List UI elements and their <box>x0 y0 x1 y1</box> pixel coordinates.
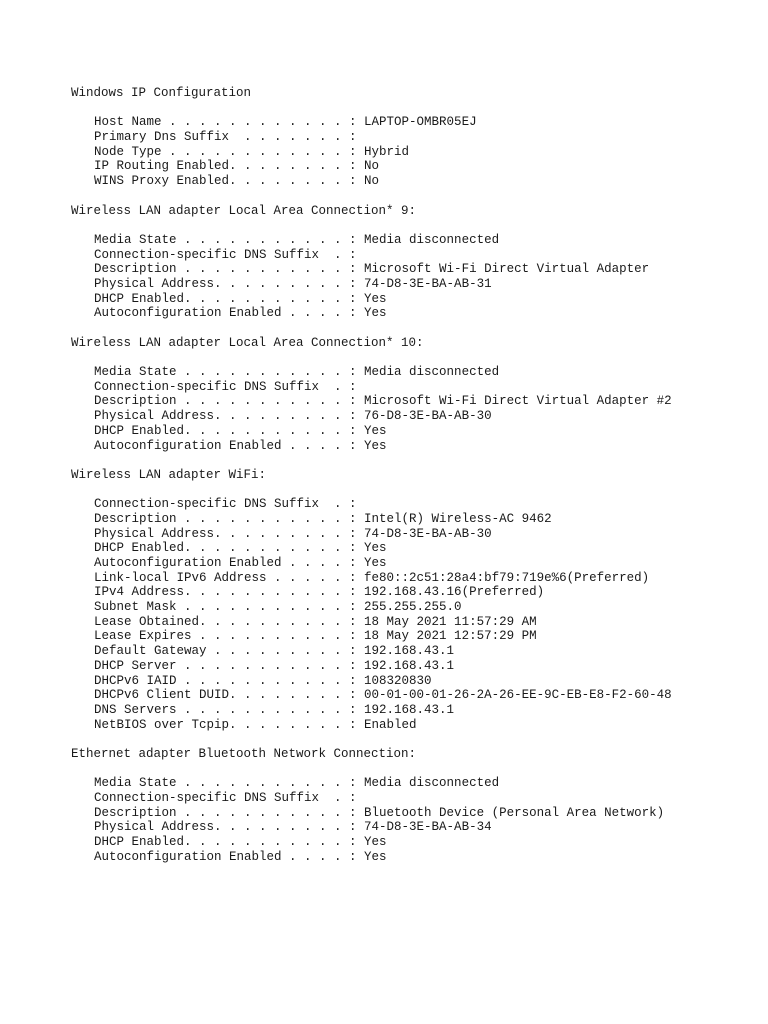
entry-value: No <box>364 159 380 174</box>
blank-line <box>71 483 751 498</box>
entry-label: Subnet Mask . . . . . . . . . . . : <box>94 600 365 615</box>
config-entry <box>94 115 751 130</box>
config-entry <box>94 791 751 806</box>
entry-label: DHCP Enabled. . . . . . . . . . . : <box>94 423 365 438</box>
entry-label: IP Routing Enabled. . . . . . . . : <box>94 159 365 174</box>
config-entry <box>94 174 751 189</box>
entry-value: 192.168.43.1 <box>364 702 455 717</box>
entry-value: Microsoft Wi-Fi Direct Virtual Adapter #2 <box>364 394 672 409</box>
entry-value: 74-D8-3E-BA-AB-30 <box>364 526 492 541</box>
entry-label: Node Type . . . . . . . . . . . . : <box>94 144 365 159</box>
blank-line <box>71 350 751 365</box>
adapter-title: Wireless LAN adapter Local Area Connection* 9: <box>71 203 417 218</box>
config-entry <box>94 644 751 659</box>
adapter-list <box>71 189 751 865</box>
blank-line <box>71 732 751 747</box>
entry-label: WINS Proxy Enabled. . . . . . . . : <box>94 174 365 189</box>
entry-label: IPv4 Address. . . . . . . . . . . : <box>94 585 365 600</box>
entry-label: Host Name . . . . . . . . . . . . : <box>94 115 365 130</box>
config-entry <box>94 512 751 527</box>
entry-value: Media disconnected <box>364 365 500 380</box>
entry-value: No <box>364 174 380 189</box>
config-entry <box>94 233 751 248</box>
entry-label: Autoconfiguration Enabled . . . . : <box>94 849 365 864</box>
entry-label: Description . . . . . . . . . . . : <box>94 394 365 409</box>
entry-label: Media State . . . . . . . . . . . : <box>94 232 365 247</box>
config-entry <box>94 159 751 174</box>
entry-value: Yes <box>364 849 387 864</box>
config-entry <box>94 365 751 380</box>
ipconfig-output <box>71 86 751 864</box>
config-entry <box>94 497 751 512</box>
entry-label: Physical Address. . . . . . . . . : <box>94 820 365 835</box>
entry-value: Yes <box>364 835 387 850</box>
global-entries <box>71 115 751 188</box>
entry-value: Yes <box>364 541 387 556</box>
entry-label: Autoconfiguration Enabled . . . . : <box>94 306 365 321</box>
entry-value: Yes <box>364 306 387 321</box>
blank-line <box>71 101 751 116</box>
entry-label: Media State . . . . . . . . . . . : <box>94 776 365 791</box>
entry-label: Link-local IPv6 Address . . . . . : <box>94 570 365 585</box>
config-entry <box>94 585 751 600</box>
config-entry <box>94 248 751 263</box>
blank-line <box>71 321 751 336</box>
entry-label: Connection-specific DNS Suffix . : <box>94 497 365 512</box>
adapter-title: Wireless LAN adapter WiFi: <box>71 467 267 482</box>
config-entry <box>94 600 751 615</box>
entry-value: Media disconnected <box>364 776 500 791</box>
config-entry <box>94 439 751 454</box>
config-entry <box>94 806 751 821</box>
entry-value: Bluetooth Device (Personal Area Network) <box>364 805 665 820</box>
blank-line <box>71 218 751 233</box>
entry-value: 74-D8-3E-BA-AB-34 <box>364 820 492 835</box>
config-entry <box>94 820 751 835</box>
entry-value: Intel(R) Wireless-AC 9462 <box>364 511 552 526</box>
entry-value: Microsoft Wi-Fi Direct Virtual Adapter <box>364 262 650 277</box>
adapter-section <box>71 732 751 864</box>
entry-value: 00-01-00-01-26-2A-26-EE-9C-EB-E8-F2-60-48 <box>364 688 672 703</box>
adapter-entries <box>71 497 751 732</box>
entry-label: Description . . . . . . . . . . . : <box>94 511 365 526</box>
config-entry <box>94 571 751 586</box>
adapter-entries <box>71 233 751 321</box>
entry-label: Autoconfiguration Enabled . . . . : <box>94 556 365 570</box>
config-entry <box>94 424 751 439</box>
config-entry <box>94 262 751 277</box>
config-entry <box>94 380 751 395</box>
config-entry <box>94 718 751 733</box>
config-entry <box>94 629 751 644</box>
entry-label: Connection-specific DNS Suffix . : <box>94 247 365 262</box>
entry-value: Media disconnected <box>364 232 500 247</box>
config-entry <box>94 850 751 865</box>
entry-label: Media State . . . . . . . . . . . : <box>94 365 365 380</box>
adapter-section <box>71 453 751 732</box>
entry-label: Default Gateway . . . . . . . . . : <box>94 644 365 659</box>
entry-value: 255.255.255.0 <box>364 600 462 615</box>
blank-line <box>71 762 751 777</box>
adapter-section <box>71 321 751 453</box>
config-entry <box>94 130 751 145</box>
config-entry <box>94 541 751 556</box>
entry-label: NetBIOS over Tcpip. . . . . . . . : <box>94 717 365 732</box>
entry-value: 18 May 2021 12:57:29 PM <box>364 629 537 644</box>
config-entry <box>94 527 751 542</box>
entry-label: DNS Servers . . . . . . . . . . . : <box>94 702 365 717</box>
entry-value: Hybrid <box>364 144 410 159</box>
entry-value: 108320830 <box>364 673 432 688</box>
entry-value: LAPTOP-OMBR05EJ <box>364 115 477 130</box>
entry-label: DHCP Enabled. . . . . . . . . . . : <box>94 541 365 556</box>
adapter-section <box>71 189 751 321</box>
config-entry <box>94 292 751 307</box>
config-entry <box>94 145 751 160</box>
entry-label: DHCP Enabled. . . . . . . . . . . : <box>94 835 365 850</box>
adapter-title: Wireless LAN adapter Local Area Connection* 10: <box>71 335 424 350</box>
entry-label: Lease Expires . . . . . . . . . . : <box>94 629 365 644</box>
entry-label: DHCPv6 Client DUID. . . . . . . . : <box>94 688 365 703</box>
entry-label: Primary Dns Suffix . . . . . . . : <box>94 130 365 145</box>
entry-value: Yes <box>364 291 387 306</box>
config-entry <box>94 615 751 630</box>
entry-value: Yes <box>364 423 387 438</box>
config-entry <box>94 394 751 409</box>
entry-label: DHCP Server . . . . . . . . . . . : <box>94 658 365 673</box>
entry-label: Connection-specific DNS Suffix . : <box>94 379 365 394</box>
config-entry <box>94 674 751 689</box>
config-entry <box>94 835 751 850</box>
config-entry <box>94 776 751 791</box>
config-entry <box>94 688 751 703</box>
config-entry <box>94 703 751 718</box>
config-entry <box>94 409 751 424</box>
adapter-entries <box>71 776 751 864</box>
entry-label: Description . . . . . . . . . . . : <box>94 805 365 820</box>
entry-value: Enabled <box>364 717 417 732</box>
entry-label: DHCP Enabled. . . . . . . . . . . : <box>94 291 365 306</box>
config-entry <box>94 306 751 321</box>
entry-label: Physical Address. . . . . . . . . : <box>94 276 365 291</box>
config-entry <box>94 659 751 674</box>
adapter-entries <box>71 365 751 453</box>
entry-label: DHCPv6 IAID . . . . . . . . . . . : <box>94 673 365 688</box>
entry-value: 18 May 2021 11:57:29 AM <box>364 614 537 629</box>
entry-value: 192.168.43.1 <box>364 644 455 659</box>
entry-value: 76-D8-3E-BA-AB-30 <box>364 409 492 424</box>
blank-line <box>71 453 751 468</box>
blank-line <box>71 189 751 204</box>
adapter-title: Ethernet adapter Bluetooth Network Connection: <box>71 746 417 761</box>
entry-value: fe80::2c51:28a4:bf79:719e%6(Preferred) <box>364 570 650 585</box>
entry-value: 74-D8-3E-BA-AB-31 <box>364 276 492 291</box>
config-entry <box>94 556 751 571</box>
entry-value: 192.168.43.16(Preferred) <box>364 585 545 600</box>
entry-label: Autoconfiguration Enabled . . . . : <box>94 438 365 453</box>
entry-value: Yes <box>364 556 387 570</box>
entry-label: Lease Obtained. . . . . . . . . . : <box>94 614 365 629</box>
entry-value: Yes <box>364 438 387 453</box>
entry-label: Description . . . . . . . . . . . : <box>94 262 365 277</box>
entry-label: Physical Address. . . . . . . . . : <box>94 526 365 541</box>
entry-label: Connection-specific DNS Suffix . : <box>94 791 365 805</box>
entry-label: Physical Address. . . . . . . . . : <box>94 409 365 424</box>
entry-value: 192.168.43.1 <box>364 658 455 673</box>
config-entry <box>94 277 751 292</box>
page-title: Windows IP Configuration <box>71 86 252 100</box>
